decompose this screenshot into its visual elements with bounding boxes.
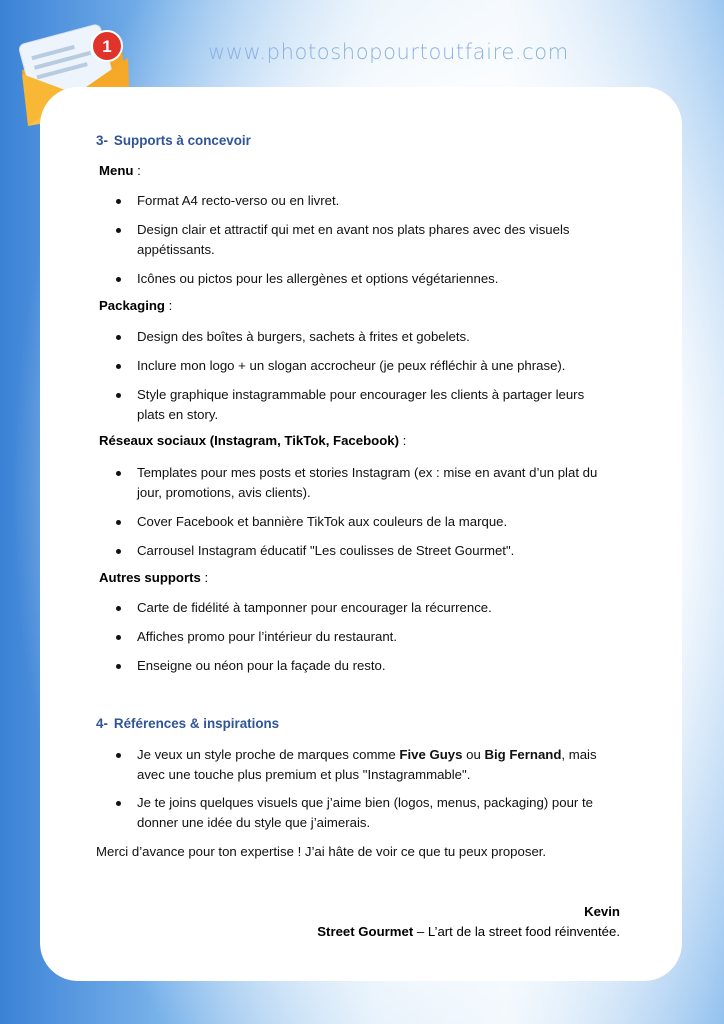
list-item: Je veux un style proche de marques comme Five Guys ou Big Fernand, mais avec une touche plus premium et plus "Instagrammable". xyxy=(96,745,626,785)
menu-list xyxy=(96,191,626,211)
site-url[interactable]: www.photoshopourtoutfaire.com xyxy=(208,40,569,64)
notification-badge: 1 xyxy=(102,37,112,56)
document-card xyxy=(40,87,682,981)
menu-heading: Menu : xyxy=(99,163,141,178)
packaging-heading: Packaging : xyxy=(99,298,173,313)
social-heading: Réseaux sociaux (Instagram, TikTok, Facebook) : xyxy=(99,433,407,448)
list-item: Affiches promo pour l’intérieur du restaurant. xyxy=(96,627,626,647)
list-item: Style graphique instagrammable pour encourager les clients à partager leurs plats en story. xyxy=(96,385,626,425)
list-item: Carrousel Instagram éducatif "Les coulisses de Street Gourmet". xyxy=(96,541,626,561)
list-item: Design des boîtes à burgers, sachets à frites et gobelets. xyxy=(96,327,626,347)
list-item: Je te joins quelques visuels que j’aime bien (logos, menus, packaging) pour te donner une idée du style que j’aimerais. xyxy=(96,793,626,833)
list-item: Carte de fidélité à tamponner pour encourager la récurrence. xyxy=(96,598,626,618)
signature: Kevin Street Gourmet – L’art de la street food réinventée. xyxy=(317,904,620,939)
section3-title: 3- Supports à concevoir xyxy=(96,133,251,148)
list-item: Cover Facebook et bannière TikTok aux couleurs de la marque. xyxy=(96,512,626,532)
list-item: Design clair et attractif qui met en avant nos plats phares avec des visuels appétissants. xyxy=(96,220,626,260)
section4-title: 4- Références & inspirations xyxy=(96,716,280,731)
list-item: Inclure mon logo + un slogan accrocheur (je peux réfléchir à une phrase). xyxy=(96,356,626,376)
list-item: Format A4 recto-verso ou en livret. xyxy=(96,191,626,211)
list-item: Enseigne ou néon pour la façade du resto. xyxy=(96,656,626,676)
list-item: Icônes ou pictos pour les allergènes et options végétariennes. xyxy=(96,269,626,289)
list-item: Templates pour mes posts et stories Instagram (ex : mise en avant d’un plat du jour, promotions, avis clients). xyxy=(96,463,626,503)
closing-text: Merci d’avance pour ton expertise ! J’ai hâte de voir ce que tu peux proposer. xyxy=(96,844,547,859)
signature-brand: Street Gourmet xyxy=(317,924,414,939)
other-heading: Autres supports : xyxy=(99,570,209,585)
signature-name: Kevin xyxy=(584,904,620,919)
